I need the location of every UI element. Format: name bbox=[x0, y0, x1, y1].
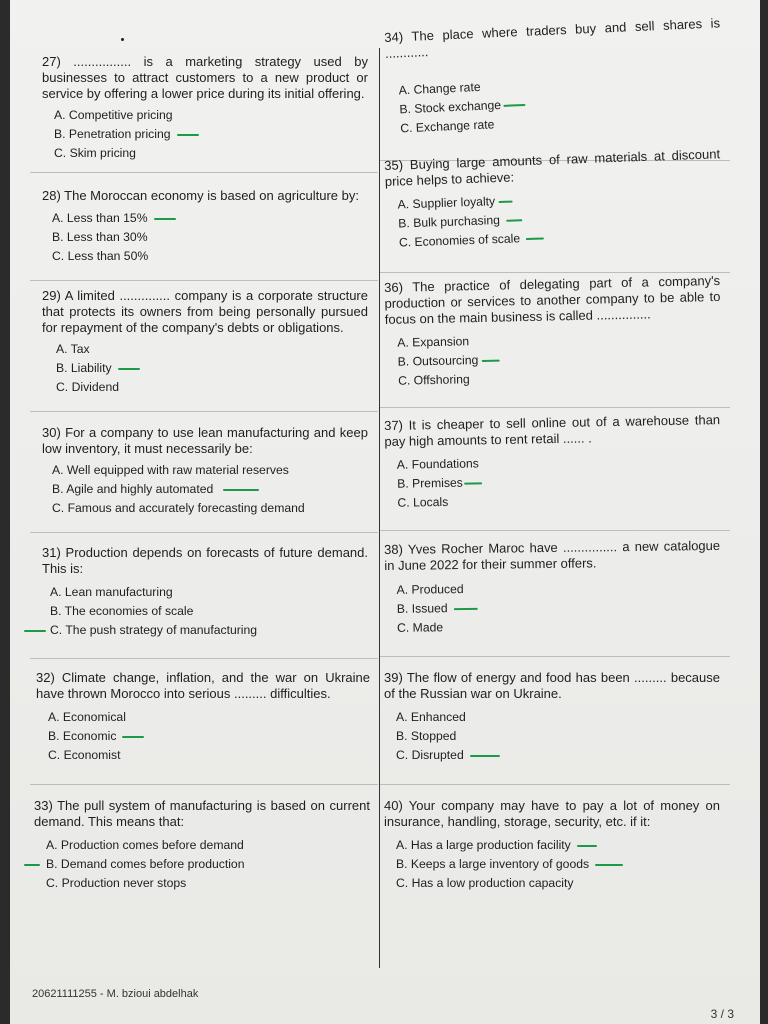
option-a: A. Enhanced bbox=[396, 710, 466, 724]
question-36 bbox=[384, 273, 722, 389]
option-label: B. Agile and highly automated bbox=[52, 482, 214, 496]
option-c: C. Economist bbox=[48, 748, 121, 762]
option-b bbox=[48, 729, 370, 744]
row-divider bbox=[30, 172, 378, 173]
option-label: B. Stock exchange bbox=[399, 97, 502, 117]
column-divider bbox=[379, 48, 380, 968]
option-label: B. Premises bbox=[397, 475, 463, 491]
question-stem: 35) Buying large amounts of raw materials at discount price helps to achieve: bbox=[384, 146, 721, 189]
option-label: B. Outsourcing bbox=[397, 353, 479, 369]
option-label: B. Keeps a large inventory of goods bbox=[396, 857, 590, 871]
answer-mark bbox=[122, 736, 144, 738]
question-27 bbox=[42, 54, 368, 161]
option-label: B. Economic bbox=[48, 729, 117, 743]
option-b bbox=[397, 471, 721, 492]
option-label: B. Liability bbox=[56, 361, 112, 375]
question-stem: 29) A limited .............. company is a corporate structure that protects its owners from being personally pursued for repayment of the company's debts or obligations. bbox=[42, 288, 368, 335]
row-divider bbox=[30, 532, 378, 533]
option-b: B. Less than 30% bbox=[52, 230, 148, 244]
option-label: A. Has a large production facility bbox=[396, 838, 571, 852]
answer-mark bbox=[454, 608, 478, 610]
answer-mark bbox=[223, 489, 259, 491]
option-a: A. Expansion bbox=[397, 334, 470, 350]
row-divider bbox=[30, 784, 378, 785]
ink-dot bbox=[121, 38, 124, 41]
option-label: C. The push strategy of manufacturing bbox=[50, 623, 258, 637]
option-a: A. Competitive pricing bbox=[54, 108, 173, 122]
answer-mark bbox=[24, 864, 40, 866]
option-a: A. Production comes before demand bbox=[46, 838, 244, 852]
question-32 bbox=[36, 670, 370, 763]
option-c: C. Exchange rate bbox=[400, 117, 495, 136]
answer-mark bbox=[470, 755, 500, 757]
option-label: C. Economies of scale bbox=[398, 231, 521, 250]
option-a: A. Economical bbox=[48, 710, 126, 724]
question-stem: 32) Climate change, inflation, and the war on Ukraine have thrown Morocco into serious ......... difficulties. bbox=[36, 670, 370, 701]
option-a: A. Tax bbox=[56, 342, 90, 356]
option-c: C. Made bbox=[396, 620, 444, 635]
answer-mark bbox=[506, 219, 522, 222]
answer-mark bbox=[24, 630, 46, 632]
option-label: A. Less than 15% bbox=[52, 211, 148, 225]
question-35 bbox=[384, 146, 723, 251]
option-c: C. Less than 50% bbox=[52, 249, 149, 263]
option-c bbox=[396, 748, 720, 763]
answer-mark bbox=[481, 359, 499, 361]
option-b bbox=[398, 348, 722, 370]
option-c: C. Locals bbox=[397, 494, 449, 510]
answer-mark bbox=[177, 134, 199, 136]
row-divider bbox=[30, 658, 378, 659]
option-b bbox=[52, 482, 368, 497]
question-31 bbox=[42, 545, 368, 638]
option-a: A. Foundations bbox=[396, 456, 479, 472]
option-a: A. Well equipped with raw material reserves bbox=[52, 463, 289, 477]
option-c: C. Has a low production capacity bbox=[396, 876, 574, 890]
option-b bbox=[56, 361, 368, 376]
answer-mark bbox=[577, 845, 597, 847]
row-divider bbox=[380, 407, 730, 408]
question-40 bbox=[384, 798, 720, 891]
question-29 bbox=[42, 288, 368, 395]
question-34 bbox=[384, 15, 724, 137]
row-divider bbox=[380, 656, 730, 657]
option-label: B. Penetration pricing bbox=[54, 127, 171, 141]
option-c: C. Skim pricing bbox=[54, 146, 136, 160]
option-b bbox=[54, 127, 368, 142]
option-c bbox=[50, 623, 368, 638]
footer-author: 20621111255 - M. bzioui abdelhak bbox=[32, 988, 199, 1000]
option-label: B. Issued bbox=[396, 601, 448, 616]
row-divider bbox=[30, 411, 378, 412]
option-b: B. The economies of scale bbox=[50, 604, 194, 618]
answer-mark bbox=[464, 482, 482, 484]
answer-mark bbox=[498, 200, 512, 202]
question-38 bbox=[384, 538, 721, 636]
row-divider bbox=[30, 280, 378, 281]
option-b bbox=[396, 857, 720, 872]
answer-mark bbox=[154, 218, 176, 220]
question-stem: 38) Yves Rocher Maroc have ............... a new catalogue in June 2022 for their summer offers. bbox=[384, 537, 721, 573]
question-39 bbox=[384, 670, 720, 763]
option-c: C. Dividend bbox=[56, 380, 119, 394]
question-stem: 33) The pull system of manufacturing is based on current demand. This means that: bbox=[34, 798, 370, 829]
option-a: A. Lean manufacturing bbox=[50, 585, 173, 599]
option-a bbox=[396, 838, 720, 853]
option-label: B. Bulk purchasing bbox=[398, 212, 501, 231]
question-28 bbox=[42, 188, 368, 264]
question-stem: 37) It is cheaper to sell online out of a warehouse than pay high amounts to rent retail ...... . bbox=[384, 412, 721, 449]
option-label: B. Demand comes before production bbox=[46, 857, 245, 871]
question-stem: 30) For a company to use lean manufacturing and keep low inventory, it must necessarily be: bbox=[42, 425, 368, 456]
row-divider bbox=[380, 530, 730, 531]
option-b: B. Stopped bbox=[396, 729, 457, 743]
option-label: C. Disrupted bbox=[396, 748, 464, 762]
exam-page bbox=[10, 0, 760, 1024]
option-a bbox=[52, 211, 368, 226]
page-number: 3 / 3 bbox=[710, 1007, 734, 1021]
question-stem: 31) Production depends on forecasts of future demand. This is: bbox=[42, 545, 368, 576]
question-stem: 39) The flow of energy and food has been ......... because of the Russian war on Ukraine. bbox=[384, 670, 720, 701]
question-stem: 27) ................ is a marketing strategy used by businesses to attract customers to a new product or service by offering a lower price during its initial offering. bbox=[42, 54, 368, 101]
option-label: A. Supplier loyalty bbox=[397, 194, 496, 212]
answer-mark bbox=[503, 104, 525, 107]
option-a: A. Change rate bbox=[398, 79, 481, 98]
question-33 bbox=[34, 798, 370, 891]
question-stem: 40) Your company may have to pay a lot of money on insurance, handling, storage, security, etc. if it: bbox=[384, 798, 720, 829]
question-37 bbox=[384, 412, 722, 511]
row-divider bbox=[380, 784, 730, 785]
question-stem: 28) The Moroccan economy is based on agriculture by: bbox=[42, 188, 359, 203]
question-30 bbox=[42, 425, 368, 516]
question-stem: 34) The place where traders buy and sell shares is ............ bbox=[384, 15, 721, 61]
question-stem: 36) The practice of delegating part of a company's production or services to another company to be able to focus on the main business is called ............... bbox=[384, 272, 721, 327]
option-b bbox=[397, 598, 721, 617]
option-c: C. Production never stops bbox=[46, 876, 187, 890]
answer-mark bbox=[118, 368, 140, 370]
option-c: C. Offshoring bbox=[397, 372, 470, 388]
option-c: C. Famous and accurately forecasting demand bbox=[52, 501, 305, 515]
option-b bbox=[46, 857, 370, 872]
answer-mark bbox=[526, 237, 544, 240]
answer-mark bbox=[595, 864, 623, 866]
option-a: A. Produced bbox=[396, 582, 464, 597]
